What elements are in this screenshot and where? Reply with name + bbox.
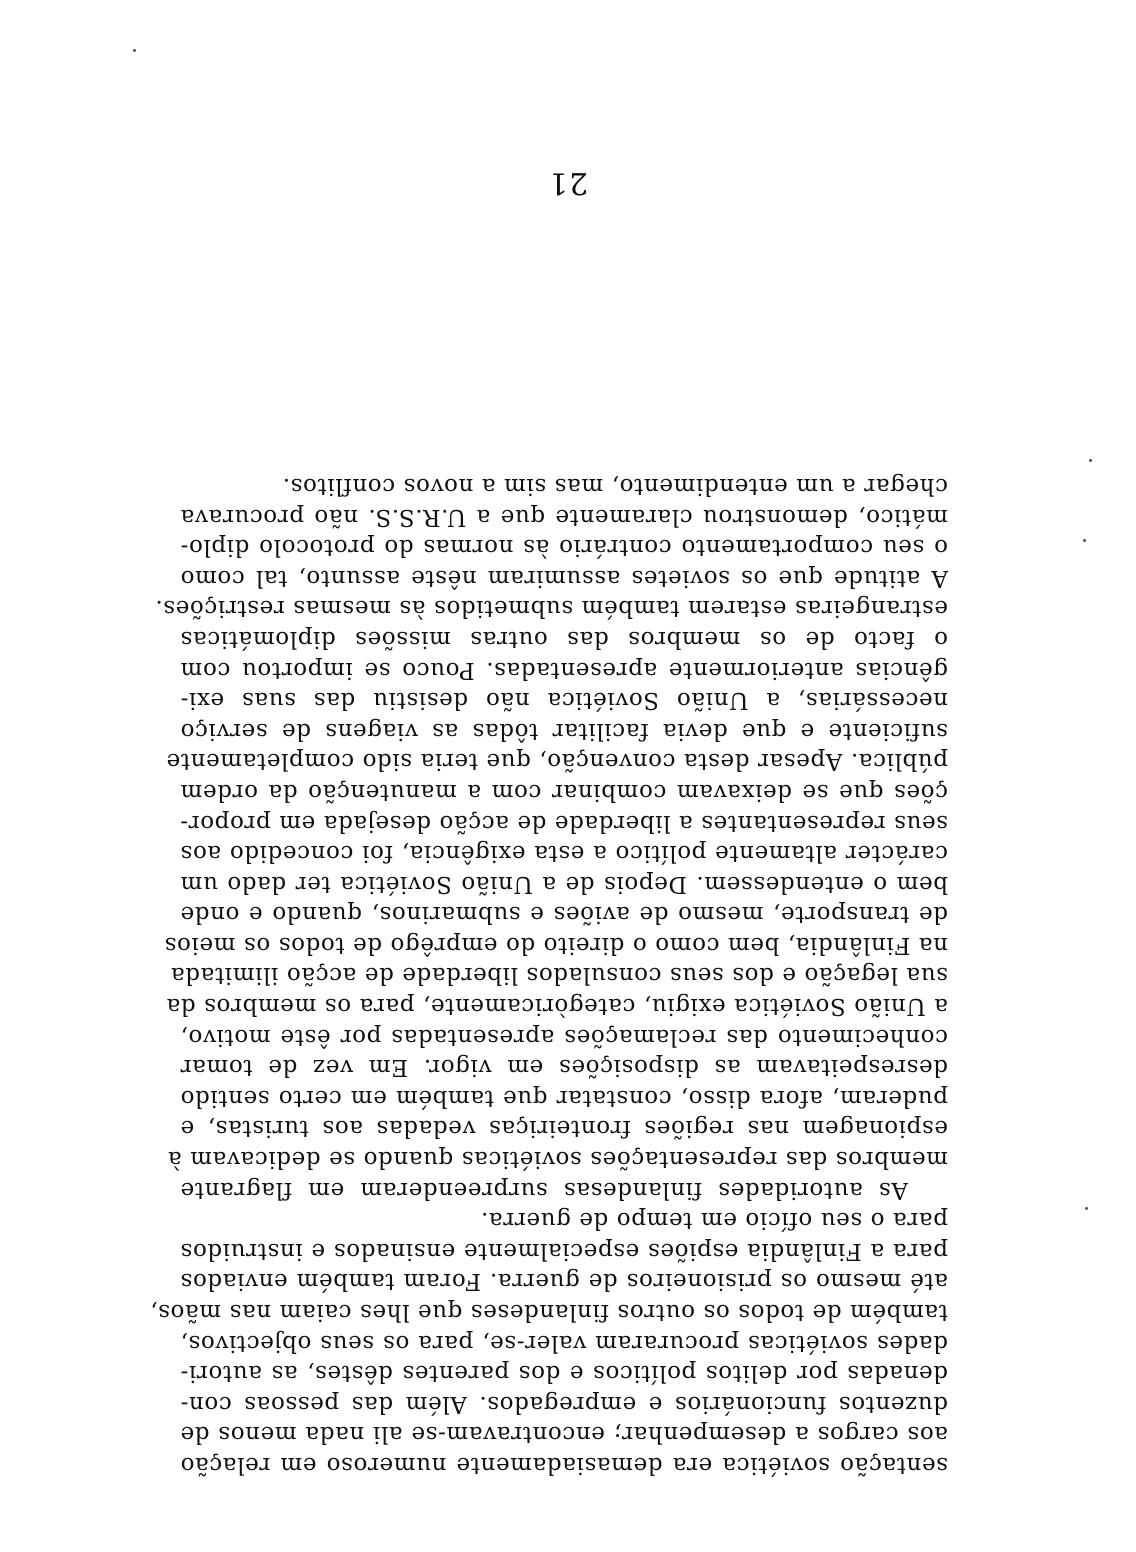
text-line: mático, demonstrou claramente que a U.R.S.S. não procurava — [180, 503, 948, 530]
text-line: ções que se deixavam combinar com a manutenção da ordem — [180, 778, 948, 805]
scan-speck — [1085, 1207, 1088, 1210]
text-line: para o seu ofício em tempo de guerra. — [480, 1207, 948, 1234]
scan-speck — [1089, 459, 1092, 462]
text-line: A atitude que os sovietes assumiram nêste assunto, tal como — [180, 564, 948, 591]
text-line: o seu comportamento contrário às normas do protocolo diplo- — [180, 534, 948, 561]
text-line: espionagem nas regiões fronteiriças vedadas aos turistas, e — [180, 1115, 948, 1142]
text-line: dades soviéticas procuraram valer-se, para os seus objectivos, — [180, 1329, 948, 1356]
text-line: desrespeitavam as disposições em vigor. Em vez de tomar — [180, 1054, 948, 1081]
text-line: a União Soviética exigiu, categòricamente, para os membros da — [166, 993, 948, 1020]
text-line: o facto de os membros das outras missões diplomáticas — [180, 625, 948, 652]
text-line: bem o entendessem. Depois de a União Soviética ter dado um — [180, 870, 948, 897]
text-line: conhecimento das reclamações apresentadas por êste motivo, — [180, 1023, 948, 1050]
paragraph-1 — [149, 1205, 948, 1480]
text-line: chegar a um entendimento, mas sim a novos conflitos. — [282, 473, 948, 499]
text-line: membros das representações soviéticas quando se dedicavam à — [167, 1146, 948, 1173]
body-text — [149, 470, 948, 1480]
paragraph-2 — [154, 470, 948, 1204]
text-line: na Finlândia, bem como o direito do emprêgo de todos os meios — [164, 931, 948, 958]
text-line: pública. Apesar desta convenção, que teria sido completamente — [166, 748, 948, 775]
text-line: também de todos os outros finlandeses que lhes caiam nas mãos, — [149, 1299, 948, 1326]
text-line: de transporte, mesmo de aviões e submarinos, quando e onde — [180, 901, 948, 928]
text-line: gências anteriormente apresentadas. Pouco se importou com — [180, 656, 948, 683]
text-line: As autoridades finlandesas surpreenderam em flagrante — [180, 1176, 908, 1203]
text-line: denadas por delitos políticos e dos parentes dêstes, as autori- — [180, 1360, 948, 1387]
text-line: suficiente e que devia facilitar tôdas as viagens de serviço — [180, 717, 948, 744]
text-line: aos cargos a desempenhar; encontravam-se ali nada menos de — [180, 1421, 948, 1448]
text-line: estrangeiras estarem também submetidos às mesmas restrições. — [154, 595, 948, 622]
page-number: 21 — [547, 165, 589, 200]
scan-speck — [133, 49, 136, 52]
text-line: necessárias, a União Soviética não desistiu das suas exi- — [180, 687, 948, 714]
text-line: seus representantes a liberdade de acção desejada em propor- — [179, 809, 948, 836]
text-line: carácter altamente político a esta exigência, foi concedido aos — [180, 840, 948, 867]
text-line: duzentos funcionários e empregados. Além das pessoas con- — [180, 1390, 948, 1417]
scan-speck — [1083, 539, 1086, 542]
text-line: puderam, afora disso, constatar que também em certo sentido — [180, 1084, 948, 1111]
text-line: para a Finlândia espiões especialmente ensinados e instruidos — [180, 1237, 948, 1264]
text-line: até mesmo os prisioneiros de guerra. Foram também enviados — [180, 1268, 948, 1295]
text-line: sentação soviética era demasiadamente numeroso em relação — [180, 1452, 948, 1478]
text-line: sua legação e dos seus consulados liberdade de acção ilimitada — [170, 962, 948, 989]
